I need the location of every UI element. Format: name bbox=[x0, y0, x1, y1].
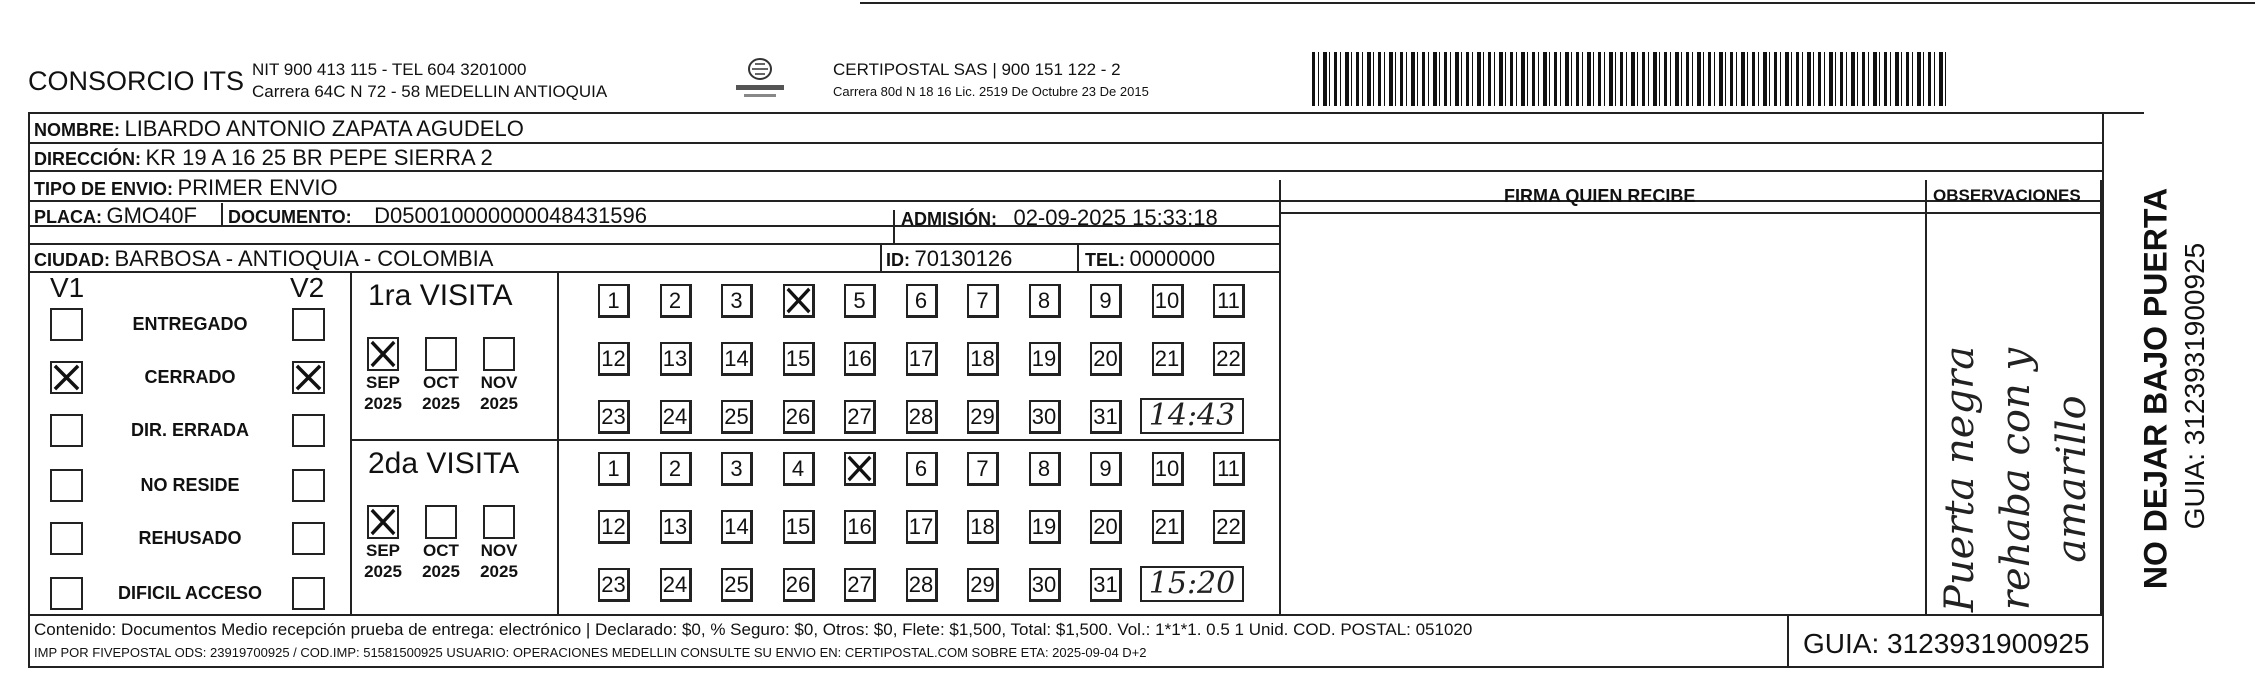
month-checkbox[interactable] bbox=[483, 505, 515, 539]
v2-checkbox[interactable] bbox=[292, 577, 325, 610]
admision-label: ADMISIÓN: bbox=[901, 209, 997, 229]
day-box[interactable]: 13 bbox=[660, 510, 692, 544]
day-box[interactable]: 11 bbox=[1213, 284, 1245, 318]
tipo-value: PRIMER ENVIO bbox=[177, 175, 338, 200]
day-box[interactable]: 25 bbox=[721, 400, 753, 434]
company-address: Carrera 64C N 72 - 58 MEDELLIN ANTIOQUIA bbox=[252, 82, 608, 101]
frame-right bbox=[2102, 112, 2104, 668]
day-box[interactable]: 27 bbox=[844, 400, 876, 434]
month-label: OCT bbox=[423, 541, 459, 560]
v1-checkbox[interactable] bbox=[50, 469, 83, 502]
day-box[interactable]: 3 bbox=[721, 452, 753, 486]
v2-checkbox[interactable] bbox=[292, 469, 325, 502]
day-box[interactable]: 10 bbox=[1152, 284, 1184, 318]
month-label: OCT bbox=[423, 373, 459, 392]
frame-left bbox=[28, 112, 30, 668]
day-box[interactable]: 15 bbox=[783, 510, 815, 544]
day-box[interactable]: 24 bbox=[660, 400, 692, 434]
day-box[interactable]: 30 bbox=[1029, 400, 1061, 434]
v1-checkbox[interactable] bbox=[50, 577, 83, 610]
day-box[interactable]: 14 bbox=[721, 342, 753, 376]
observaciones-header: OBSERVACIONES bbox=[1933, 186, 2081, 205]
day-box[interactable]: 9 bbox=[1090, 284, 1122, 318]
nombre-value: LIBARDO ANTONIO ZAPATA AGUDELO bbox=[124, 116, 524, 141]
month-checkbox[interactable] bbox=[425, 505, 457, 539]
day-box[interactable]: 29 bbox=[967, 400, 999, 434]
col-line bbox=[221, 203, 223, 225]
day-box[interactable]: 21 bbox=[1152, 510, 1184, 544]
admision-value: 02-09-2025 15:33:18 bbox=[1013, 205, 1218, 230]
direccion-value: KR 19 A 16 25 BR PEPE SIERRA 2 bbox=[145, 145, 493, 170]
day-box[interactable]: 16 bbox=[844, 342, 876, 376]
footer-imp: IMP POR FIVEPOSTAL ODS: 23919700925 / COD.IMP: 51581500925 USUARIO: OPERACIONES MEDELLIN CONSULTE SU ENVIO EN: CERTIPOSTAL.COM SOBRE ETA: 2025-09-04 D+2 bbox=[34, 645, 1147, 660]
direccion-row bbox=[34, 145, 493, 171]
nombre-label: NOMBRE: bbox=[34, 120, 120, 140]
status-label: DIR. ERRADA bbox=[130, 420, 249, 440]
month-checkbox[interactable] bbox=[425, 337, 457, 371]
direccion-label: DIRECCIÓN: bbox=[34, 149, 141, 169]
scan-edge-line bbox=[860, 2, 2255, 4]
col-line bbox=[893, 210, 895, 243]
day-box[interactable]: 17 bbox=[906, 342, 938, 376]
year-label: 2025 bbox=[364, 562, 402, 581]
month-label: NOV bbox=[480, 373, 518, 392]
day-box[interactable]: 13 bbox=[660, 342, 692, 376]
month-label: SEP bbox=[365, 541, 401, 560]
visit-time: 15:20 bbox=[1148, 566, 1236, 601]
tipo-row bbox=[34, 175, 338, 201]
visit-time-box bbox=[1140, 398, 1244, 434]
day-box[interactable]: 29 bbox=[967, 568, 999, 602]
status-label: REHUSADO bbox=[138, 528, 242, 548]
day-box[interactable]: 12 bbox=[598, 342, 630, 376]
certipostal-name: CERTIPOSTAL SAS | 900 151 122 - 2 bbox=[833, 60, 1121, 79]
col-line bbox=[557, 271, 559, 614]
day-box[interactable]: 14 bbox=[721, 510, 753, 544]
footer-guia: GUIA: 3123931900925 bbox=[1803, 628, 2090, 659]
col-line bbox=[880, 243, 882, 271]
tel-label: TEL: bbox=[1085, 250, 1125, 270]
status-label: NO RESIDE bbox=[140, 475, 240, 495]
day-box[interactable]: 20 bbox=[1090, 510, 1122, 544]
col-line bbox=[1787, 614, 1789, 666]
day-box[interactable]: 19 bbox=[1029, 510, 1061, 544]
day-box[interactable]: 16 bbox=[844, 510, 876, 544]
col-line bbox=[1925, 180, 1927, 614]
certipostal-logo bbox=[730, 55, 790, 103]
day-box[interactable]: 23 bbox=[598, 568, 630, 602]
id-row bbox=[886, 246, 1012, 272]
barcode bbox=[1312, 52, 1948, 106]
observations-text: Puerta negra rehaba con y amarillo bbox=[1937, 345, 2095, 613]
placa-value: GMO40F bbox=[106, 203, 197, 228]
status-label: ENTREGADO bbox=[132, 314, 248, 334]
visit-time: 14:43 bbox=[1148, 398, 1236, 433]
day-box[interactable]: 22 bbox=[1213, 342, 1245, 376]
year-label: 2025 bbox=[480, 562, 518, 581]
firma-header: FIRMA QUIEN RECIBE bbox=[1504, 186, 1696, 206]
day-box[interactable]: 6 bbox=[906, 452, 938, 486]
day-box[interactable]: 28 bbox=[906, 568, 938, 602]
day-box[interactable]: 23 bbox=[598, 400, 630, 434]
day-box[interactable]: 26 bbox=[783, 568, 815, 602]
day-box[interactable]: 17 bbox=[906, 510, 938, 544]
v1-checkbox[interactable] bbox=[50, 361, 83, 394]
day-box[interactable]: 18 bbox=[967, 342, 999, 376]
placa-label: PLACA: bbox=[34, 207, 102, 227]
status-label: DIFICIL ACCESO bbox=[117, 583, 262, 603]
row-line bbox=[28, 243, 1279, 245]
day-box[interactable]: 27 bbox=[844, 568, 876, 602]
day-box[interactable]: 31 bbox=[1090, 568, 1122, 602]
certipostal-license: Carrera 80d N 18 16 Lic. 2519 De Octubre 23 De 2015 bbox=[833, 84, 1149, 99]
month-label: NOV bbox=[480, 541, 518, 560]
day-box[interactable]: 8 bbox=[1029, 452, 1061, 486]
day-box[interactable]: 5 bbox=[844, 284, 876, 318]
ciudad-value: BARBOSA - ANTIOQUIA - COLOMBIA bbox=[114, 246, 494, 271]
day-box[interactable]: 31 bbox=[1090, 400, 1122, 434]
day-box[interactable]: 7 bbox=[967, 452, 999, 486]
tel-value: 0000000 bbox=[1129, 246, 1216, 271]
month-label: SEP bbox=[365, 373, 401, 392]
col-line bbox=[1077, 243, 1079, 271]
frame-top bbox=[28, 112, 2144, 114]
day-box[interactable]: 4 bbox=[783, 452, 815, 486]
v2-checkbox[interactable] bbox=[292, 414, 325, 447]
day-box[interactable]: 30 bbox=[1029, 568, 1061, 602]
col-line bbox=[350, 271, 352, 614]
day-box[interactable] bbox=[783, 284, 815, 318]
day-box[interactable]: 1 bbox=[598, 452, 630, 486]
year-label: 2025 bbox=[422, 562, 460, 581]
tipo-label: TIPO DE ENVIO: bbox=[34, 179, 174, 199]
status-label: CERRADO bbox=[144, 367, 236, 387]
v2-label: V2 bbox=[290, 272, 325, 303]
row-line bbox=[28, 200, 2102, 202]
day-box[interactable]: 19 bbox=[1029, 342, 1061, 376]
day-box[interactable]: 7 bbox=[967, 284, 999, 318]
day-box[interactable]: 3 bbox=[721, 284, 753, 318]
v1-checkbox[interactable] bbox=[50, 522, 83, 555]
nombre-row bbox=[34, 116, 524, 142]
day-box[interactable]: 24 bbox=[660, 568, 692, 602]
year-label: 2025 bbox=[480, 394, 518, 413]
documento-value: D050010000000048431596 bbox=[374, 203, 647, 228]
day-box[interactable]: 9 bbox=[1090, 452, 1122, 486]
v2-checkbox[interactable] bbox=[292, 522, 325, 555]
side-guia: GUIA: 3123931900925 bbox=[2179, 242, 2210, 530]
ciudad-row bbox=[34, 246, 493, 272]
col-line bbox=[2100, 180, 2102, 614]
day-box[interactable]: 18 bbox=[967, 510, 999, 544]
day-box[interactable]: 22 bbox=[1213, 510, 1245, 544]
visit-title: 2da VISITA bbox=[368, 447, 520, 480]
day-box[interactable]: 1 bbox=[598, 284, 630, 318]
company-name: CONSORCIO ITS bbox=[28, 66, 245, 96]
row-line bbox=[28, 142, 2102, 144]
documento-label: DOCUMENTO: bbox=[228, 207, 352, 227]
day-box[interactable]: 8 bbox=[1029, 284, 1061, 318]
v2-checkbox[interactable] bbox=[292, 308, 325, 341]
col-line bbox=[1279, 180, 1281, 614]
day-box[interactable]: 26 bbox=[783, 400, 815, 434]
day-box[interactable]: 25 bbox=[721, 568, 753, 602]
day-box[interactable]: 10 bbox=[1152, 452, 1184, 486]
row-line bbox=[28, 614, 2102, 616]
day-box[interactable]: 2 bbox=[660, 452, 692, 486]
row-line bbox=[1280, 212, 2102, 214]
tel-row bbox=[1085, 246, 1215, 272]
no-dejar-warning: NO DEJAR BAJO PUERTA bbox=[2137, 187, 2174, 590]
row-line bbox=[350, 439, 1279, 441]
month-checkbox[interactable] bbox=[367, 505, 399, 539]
v2-checkbox[interactable] bbox=[292, 361, 325, 394]
day-box[interactable]: 11 bbox=[1213, 452, 1245, 486]
v1-checkbox[interactable] bbox=[50, 308, 83, 341]
day-box[interactable]: 6 bbox=[906, 284, 938, 318]
nit-line: NIT 900 413 115 - TEL 604 3201000 bbox=[252, 60, 527, 79]
day-box[interactable]: 15 bbox=[783, 342, 815, 376]
v1-checkbox[interactable] bbox=[50, 414, 83, 447]
admision-row bbox=[901, 205, 1218, 231]
placa-row bbox=[34, 203, 197, 229]
year-label: 2025 bbox=[364, 394, 402, 413]
ciudad-label: CIUDAD: bbox=[34, 250, 110, 270]
month-checkbox[interactable] bbox=[367, 337, 399, 371]
documento-row bbox=[228, 203, 647, 229]
day-box[interactable]: 21 bbox=[1152, 342, 1184, 376]
frame-bottom bbox=[28, 666, 2104, 668]
visit-title: 1ra VISITA bbox=[368, 279, 513, 312]
day-box[interactable]: 12 bbox=[598, 510, 630, 544]
year-label: 2025 bbox=[422, 394, 460, 413]
observations-handwriting bbox=[1936, 230, 2096, 613]
month-checkbox[interactable] bbox=[483, 337, 515, 371]
day-box[interactable]: 28 bbox=[906, 400, 938, 434]
v1-label: V1 bbox=[50, 272, 85, 303]
visit-time-box bbox=[1140, 566, 1244, 602]
day-box[interactable] bbox=[844, 452, 876, 486]
day-box[interactable]: 20 bbox=[1090, 342, 1122, 376]
day-box[interactable]: 2 bbox=[660, 284, 692, 318]
id-label: ID: bbox=[886, 250, 910, 270]
id-value: 70130126 bbox=[914, 246, 1013, 271]
footer-contenido: Contenido: Documentos Medio recepción prueba de entrega: electrónico | Declarado: $0, % Seguro: $0, Otros: $0, Flete: $1,500, Total: $1,500. Vol.: 1*1*1. 0.5 1 Unid. COD. POSTAL: 051020 bbox=[34, 620, 1473, 639]
